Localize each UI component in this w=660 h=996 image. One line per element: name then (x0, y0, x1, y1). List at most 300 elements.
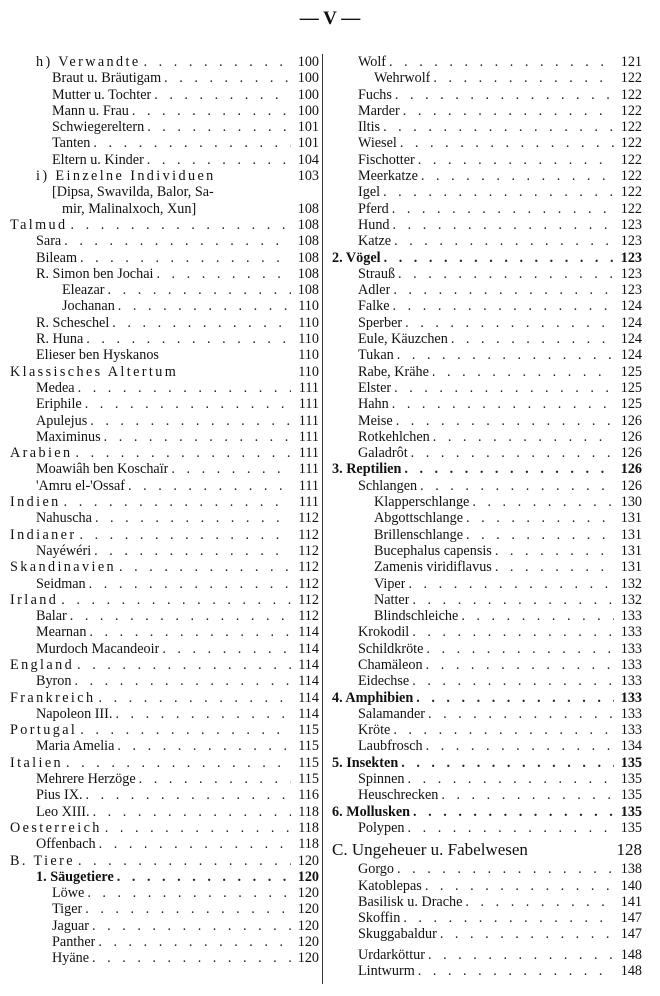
dot-leader (61, 233, 291, 249)
index-entry (10, 527, 319, 543)
index-entry-label: Klassisches Altertum (10, 363, 179, 380)
dot-leader (90, 804, 291, 820)
dot-leader (144, 152, 291, 168)
index-entry-page: 120 (297, 950, 319, 967)
index-entry (332, 771, 642, 787)
index-entry-page: 118 (298, 803, 319, 820)
index-entry-page: 131 (620, 526, 642, 543)
index-entry (332, 413, 642, 429)
index-entry (10, 168, 319, 184)
index-entry (10, 445, 319, 461)
index-entry (332, 787, 642, 803)
index-entry-label: Irland (10, 591, 59, 608)
dot-leader (115, 298, 291, 314)
index-entry (10, 233, 319, 249)
index-entry-page: 108 (297, 233, 319, 250)
dot-leader (400, 910, 614, 926)
index-entry (10, 804, 319, 820)
index-entry-page: 112 (298, 510, 319, 527)
dot-leader (96, 836, 291, 852)
index-entry-page: 134 (620, 738, 642, 755)
index-entry (332, 445, 642, 461)
index-column-left (10, 54, 319, 967)
dot-leader (84, 885, 291, 901)
index-entry-label: Balar (36, 608, 67, 625)
index-entry-label: Byron (36, 673, 72, 690)
index-entry (10, 135, 319, 151)
index-entry (10, 315, 319, 331)
index-entry-page: 112 (298, 575, 319, 592)
index-entry-label: R. Scheschel (36, 314, 110, 331)
index-entry (332, 87, 642, 103)
index-entry (10, 266, 319, 282)
dot-leader (83, 331, 291, 347)
dot-leader (430, 70, 614, 86)
index-entry-page: 111 (298, 494, 319, 511)
index-entry-page: 114 (298, 689, 319, 706)
index-entry (332, 738, 642, 754)
dot-leader (413, 690, 614, 706)
index-entry-label: 2. Vögel (332, 249, 381, 266)
index-entry (10, 478, 319, 494)
index-entry-label: Falke (358, 298, 390, 315)
index-entry-label: Pius IX. (36, 787, 83, 804)
index-entry-label: 'Amru el-'Ossaf (36, 477, 126, 494)
page-number-header: — V — (299, 8, 361, 29)
index-entry (332, 947, 642, 963)
index-entry-page: 116 (298, 787, 319, 804)
dot-leader (71, 673, 291, 689)
index-entry-label: Maria Amelia (36, 738, 115, 755)
dot-leader (153, 266, 291, 282)
index-entry-page: 122 (620, 86, 642, 103)
dot-leader (381, 250, 614, 266)
index-entry-page: 110 (298, 298, 319, 315)
dot-leader (437, 926, 614, 942)
index-entry-page: 100 (297, 54, 319, 70)
index-entry-page: 112 (298, 608, 319, 625)
index-entry (10, 755, 319, 771)
index-entry (332, 461, 642, 477)
dot-leader (415, 963, 614, 979)
index-entry-page: 121 (620, 54, 642, 70)
index-entry-page: 135 (620, 787, 642, 804)
index-entry-label: Katoblepas (358, 877, 422, 894)
index-entry (332, 755, 642, 771)
index-entry-label: Fischotter (358, 151, 415, 168)
dot-leader (67, 608, 291, 624)
index-entry-label: 5. Insekten (332, 754, 399, 771)
index-entry-page: 130 (620, 494, 642, 511)
dot-leader (418, 168, 614, 184)
dot-leader (102, 820, 291, 836)
index-entry-label: Sperber (358, 314, 403, 331)
index-entry (10, 396, 319, 412)
index-entry-page: 115 (298, 722, 319, 739)
index-entry (332, 963, 642, 979)
index-entry-label: Mann u. Frau (52, 102, 129, 119)
index-entry (10, 641, 319, 657)
index-entry (10, 331, 319, 347)
index-entry (332, 878, 642, 894)
index-entry (10, 771, 319, 787)
index-entry-label: Hahn (358, 396, 389, 413)
index-column-right (332, 54, 642, 979)
index-entry-label: Polypen (358, 819, 405, 836)
index-entry-label: Skandinavien (10, 559, 117, 576)
index-entry-page: 138 (620, 861, 642, 878)
index-entry (10, 152, 319, 168)
dot-leader (389, 396, 614, 412)
index-entry (332, 820, 642, 836)
index-entry (332, 152, 642, 168)
index-entry-label: Apulejus (36, 412, 88, 429)
index-entry (332, 722, 642, 738)
dot-leader (95, 690, 291, 706)
index-entry-page: 120 (297, 901, 319, 918)
dot-leader (402, 315, 614, 331)
index-entry (332, 592, 642, 608)
index-entry-page: 122 (620, 135, 642, 152)
index-entry (332, 690, 642, 706)
dot-leader (141, 54, 291, 70)
index-entry (10, 282, 319, 298)
index-entry-label: Eltern u. Kinder (52, 151, 144, 168)
index-entry-page: 124 (620, 347, 642, 364)
index-entry-page: 111 (298, 379, 319, 396)
dot-leader (415, 152, 614, 168)
dot-leader (136, 771, 291, 787)
index-entry (332, 478, 642, 494)
index-entry-label: Leo XIII. (36, 803, 90, 820)
index-entry (10, 250, 319, 266)
index-entry-page: 100 (297, 70, 319, 87)
dot-leader (161, 70, 291, 86)
index-entry-label: Tukan (358, 347, 394, 364)
dot-leader (398, 755, 614, 771)
index-entry-label: Pferd (358, 200, 389, 217)
dot-leader (105, 282, 291, 298)
index-entry (10, 54, 319, 70)
index-entry-page: 122 (620, 70, 642, 87)
index-entry-page: 133 (620, 608, 642, 625)
index-entry (332, 673, 642, 689)
index-entry (10, 543, 319, 559)
index-entry (10, 901, 319, 917)
index-entry-page: 125 (620, 396, 642, 413)
index-entry-page: 133 (620, 705, 642, 722)
index-entry-page: 104 (297, 151, 319, 168)
index-entry-label: Laubfrosch (358, 738, 423, 755)
index-entry (10, 608, 319, 624)
dot-leader (409, 673, 614, 689)
index-entry-page: 100 (297, 86, 319, 103)
index-entry-label: Rotkehlchen (358, 428, 430, 445)
index-entry (10, 657, 319, 673)
index-entry-label: Jochanan (62, 298, 115, 315)
dot-leader (77, 722, 291, 738)
dot-leader (391, 233, 614, 249)
index-entry-label: Salamander (358, 705, 425, 722)
index-entry-label: Hyäne (52, 950, 90, 967)
dot-leader (448, 331, 614, 347)
index-entry-label: Urdarköttur (358, 946, 425, 963)
index-entry-page: 140 (620, 877, 642, 894)
index-entry-label: Bileam (36, 249, 77, 266)
index-entry (10, 690, 319, 706)
index-entry-page: 131 (620, 510, 642, 527)
dot-leader (405, 820, 614, 836)
dot-leader (417, 478, 614, 494)
index-entry-page: 114 (298, 673, 319, 690)
index-entry-label: 4. Amphibien (332, 689, 414, 706)
index-entry (332, 641, 642, 657)
index-entry-label: Indianer (10, 526, 77, 543)
index-entry (332, 429, 642, 445)
index-entry (10, 722, 319, 738)
dot-leader (129, 103, 291, 119)
dot-leader (58, 592, 291, 608)
index-entry-page: 111 (298, 396, 319, 413)
index-entry-page: 131 (620, 542, 642, 559)
index-entry-label: Eleazar (62, 282, 105, 299)
index-entry-label: Kröte (358, 722, 391, 739)
dot-leader (112, 706, 291, 722)
dot-leader (151, 87, 291, 103)
index-entry (332, 364, 642, 380)
index-entry-label: Spinnen (358, 771, 405, 788)
dot-leader (395, 266, 614, 282)
index-entry (10, 217, 319, 233)
index-entry-page: 125 (620, 363, 642, 380)
index-entry (10, 787, 319, 803)
index-entry-label: Talmud (10, 216, 68, 233)
index-entry (10, 364, 319, 380)
index-entry (10, 461, 319, 477)
index-entry-label: Bucephalus capensis (374, 542, 492, 559)
index-entry-label: Katze (358, 233, 392, 250)
index-entry (10, 413, 319, 429)
index-entry (332, 559, 642, 575)
index-entry (10, 738, 319, 754)
index-entry-page: 118 (298, 836, 319, 853)
dot-leader (380, 119, 614, 135)
dot-leader (430, 429, 614, 445)
dot-leader (463, 527, 614, 543)
index-entry-page: 120 (297, 852, 319, 869)
index-entry-page: 101 (297, 119, 319, 136)
index-entry-page: 147 (620, 926, 642, 943)
index-entry-label: Nayéwéri (36, 542, 92, 559)
dot-leader (392, 87, 614, 103)
index-entry-page: 111 (298, 428, 319, 445)
index-entry (332, 233, 642, 249)
index-entry (332, 657, 642, 673)
index-entry-page: 114 (298, 705, 319, 722)
index-entry-page: 122 (620, 168, 642, 185)
index-entry (10, 934, 319, 950)
index-entry-label: Basilisk u. Drache (358, 893, 463, 910)
index-entry (332, 168, 642, 184)
index-entry (10, 950, 319, 966)
index-entry (332, 527, 642, 543)
index-entry (10, 592, 319, 608)
index-entry-page: 135 (620, 754, 642, 771)
index-entry-label: Seidman (36, 575, 86, 592)
dot-leader (389, 201, 614, 217)
index-entry-label: Klapperschlange (374, 494, 470, 511)
index-entry (332, 119, 642, 135)
index-entry-page: 111 (298, 445, 319, 462)
index-entry-page: 120 (297, 868, 319, 885)
index-entry-label: Löwe (52, 885, 85, 902)
index-entry-label: Braut u. Bräutigam (52, 70, 162, 87)
index-entry-label: Adler (358, 282, 391, 299)
index-entry (10, 119, 319, 135)
index-entry-label: Strauß (358, 265, 396, 282)
index-entry-label: Iltis (358, 119, 381, 136)
index-entry-page: 100 (297, 102, 319, 119)
index-entry-label: Tiger (52, 901, 83, 918)
index-entry-label: Chamäleon (358, 656, 423, 673)
index-entry-label: Blindschleiche (374, 608, 459, 625)
index-entry-page: 132 (620, 575, 642, 592)
dot-leader (61, 494, 291, 510)
index-entry-page: 110 (298, 347, 319, 364)
index-entry-page: 118 (298, 819, 319, 836)
index-entry-page: 122 (620, 184, 642, 201)
index-entry-label: Moawiâh ben Koschaïr (36, 461, 169, 478)
dot-leader (74, 657, 291, 673)
index-entry-page: 133 (620, 656, 642, 673)
dot-leader (391, 380, 614, 396)
dot-leader (438, 787, 614, 803)
index-entry (332, 576, 642, 592)
index-entry (10, 820, 319, 836)
index-entry (10, 706, 319, 722)
index-entry-label: Igel (358, 184, 381, 201)
index-entry-label: Medea (36, 379, 75, 396)
index-entry (332, 804, 642, 820)
dot-leader (423, 738, 614, 754)
index-entry-page: 114 (298, 640, 319, 657)
index-entry (332, 624, 642, 640)
index-entry-label: Mearnan (36, 624, 87, 641)
index-entry (10, 87, 319, 103)
index-entry-label: Gorgo (358, 861, 394, 878)
index-entry-page: 133 (620, 624, 642, 641)
index-entry-page: 115 (298, 738, 319, 755)
index-entry-page: 124 (620, 331, 642, 348)
index-entry-page: 135 (620, 803, 642, 820)
dot-leader (82, 396, 291, 412)
index-entry-page: 108 (297, 265, 319, 282)
dot-leader (87, 413, 291, 429)
index-entry-page: 125 (620, 379, 642, 396)
index-entry-label: Elster (358, 379, 392, 396)
index-entry (10, 347, 319, 363)
dot-leader (114, 869, 291, 885)
index-entry-page: 132 (620, 591, 642, 608)
index-entry-label: Wehrwolf (374, 70, 431, 87)
dot-leader (125, 478, 291, 494)
index-entry-label: Sara (36, 233, 62, 250)
index-entry-page: 133 (620, 640, 642, 657)
index-entry-page: 120 (297, 885, 319, 902)
dot-leader (89, 918, 291, 934)
index-entry (10, 429, 319, 445)
index-entry-page: 126 (620, 461, 642, 478)
dot-leader (390, 298, 614, 314)
index-entry-label: Portugal (10, 722, 78, 739)
index-entry-label: Napoleon III. (36, 705, 113, 722)
dot-leader (492, 559, 614, 575)
index-entry (10, 201, 319, 217)
index-entry-label: Galadrôt (358, 445, 408, 462)
dot-leader (116, 559, 291, 575)
index-entry (332, 315, 642, 331)
index-entry-page: 120 (297, 917, 319, 934)
index-entry-label: 6. Mollusken (332, 803, 411, 820)
index-entry (332, 894, 642, 910)
dot-leader (401, 461, 614, 477)
index-entry-page: 124 (620, 298, 642, 315)
index-entry (332, 608, 642, 624)
index-entry-label: Schildkröte (358, 640, 424, 657)
index-entry-label: [Dipsa, Swavilda, Balor, Sa- (52, 184, 214, 201)
index-entry-label: Frankreich (10, 689, 96, 706)
index-entry-page: 111 (298, 477, 319, 494)
index-entry (332, 331, 642, 347)
dot-leader (462, 894, 614, 910)
index-entry-label: Jaguar (52, 917, 90, 934)
index-entry-label: Mehrere Herzöge (36, 771, 136, 788)
dot-leader (425, 947, 614, 963)
index-entry-label: Abgottschlange (374, 510, 464, 527)
index-entry-label: h) Verwandte (36, 54, 141, 70)
dot-leader (405, 771, 614, 787)
index-entry-page: 101 (297, 135, 319, 152)
index-entry-label: Meise (358, 412, 393, 429)
index-entry (332, 135, 642, 151)
index-entry-page: 147 (620, 910, 642, 927)
index-entry-page: 110 (298, 314, 319, 331)
index-entry-page: 120 (297, 934, 319, 951)
index-entry (10, 836, 319, 852)
index-entry-label: Mutter u. Tochter (52, 86, 152, 103)
index-entry-label: Elieser ben Hyskanos (36, 347, 159, 364)
index-entry (332, 861, 642, 877)
index-entry-label: Eidechse (358, 673, 410, 690)
index-entry-label: Lintwurm (358, 963, 415, 980)
index-entry-label: Wiesel (358, 135, 397, 152)
index-entry-page: 108 (297, 249, 319, 266)
index-entry (332, 54, 642, 70)
index-entry-label: Rabe, Krähe (358, 363, 429, 380)
index-entry-page: 126 (620, 412, 642, 429)
dot-leader (469, 494, 614, 510)
index-entry (10, 510, 319, 526)
index-entry-label: Schwiegereltern (52, 119, 145, 136)
index-entry (10, 885, 319, 901)
index-entry-page: 108 (297, 200, 319, 217)
dot-leader (95, 934, 291, 950)
index-entry-label: Skuggabaldur (358, 926, 437, 943)
index-entry-page: 123 (620, 249, 642, 266)
dot-leader (423, 657, 614, 673)
index-entry-page: 112 (298, 591, 319, 608)
dot-leader (86, 576, 291, 592)
